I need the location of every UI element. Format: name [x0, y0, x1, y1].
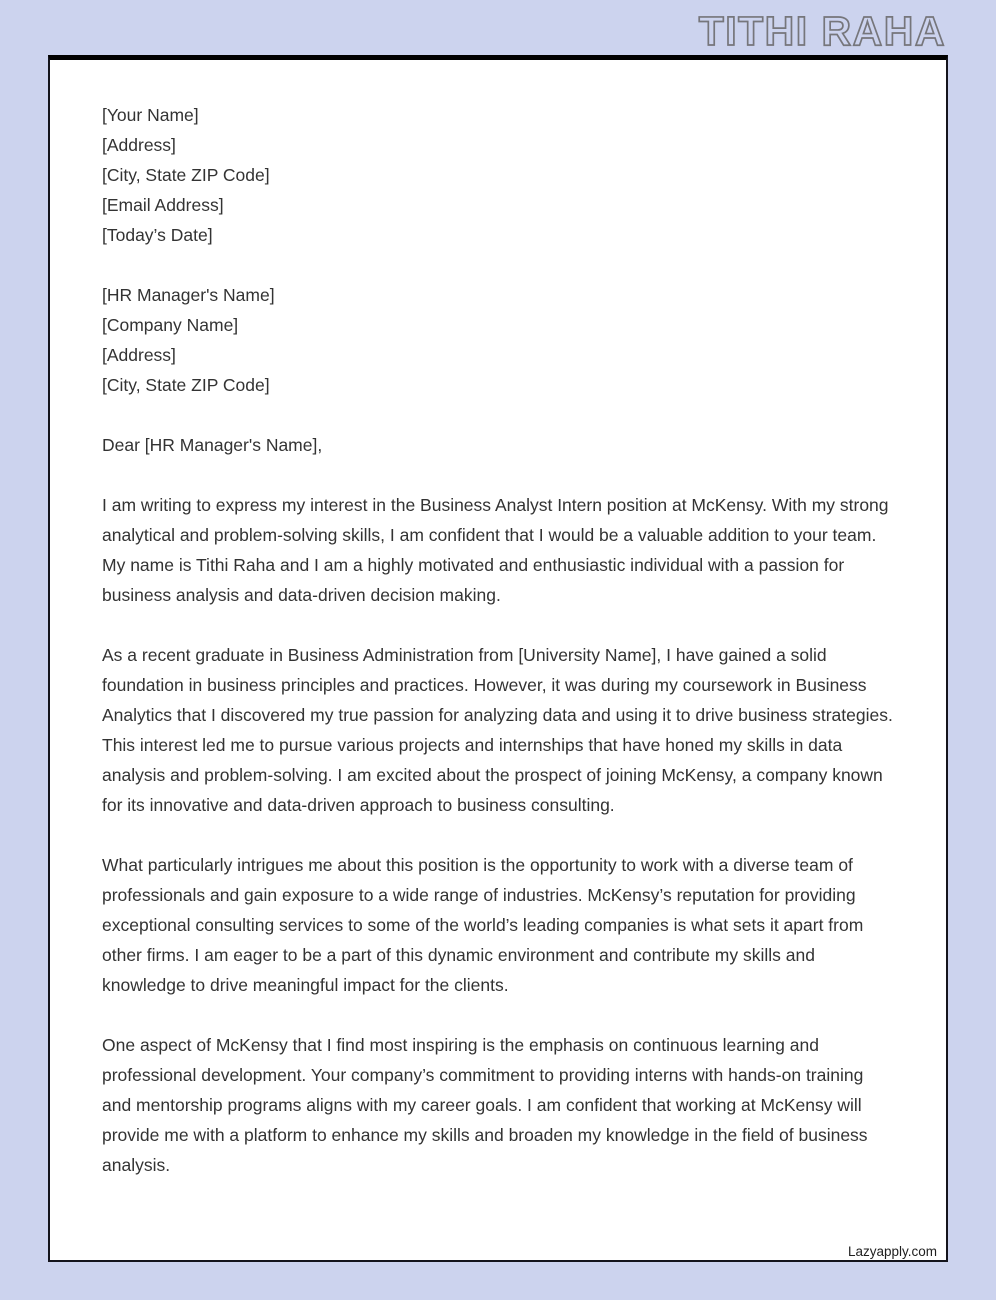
sender-email-line: [Email Address] — [102, 195, 224, 215]
recipient-address-block — [102, 280, 894, 400]
recipient-address-line: [Address] — [102, 345, 176, 365]
brand-title: TITHI RAHA — [698, 8, 946, 54]
paragraph-intro: I am writing to express my interest in the Business Analyst Intern position at McKensy. With my strong analytical and problem-solving skills, I am confident that I would be a valuable addition to your team. My name is Tithi Raha and I am a highly motivated and enthusiastic individual with a passion for business analysis and data-driven decision making. — [102, 495, 889, 605]
paragraph-motivation: What particularly intrigues me about this position is the opportunity to work with a diverse team of professionals and gain exposure to a wide range of industries. McKensy’s reputation for providing exceptional consulting services to some of the world’s leading companies is what sets it apart from other firms. I am eager to be a part of this dynamic environment and contribute my skills and knowledge to drive meaningful impact for the clients. — [102, 855, 864, 995]
recipient-name-line: [HR Manager's Name] — [102, 285, 275, 305]
sender-name-line: [Your Name] — [102, 105, 199, 125]
sender-address-block — [102, 100, 894, 250]
recipient-company-line: [Company Name] — [102, 315, 239, 335]
sender-city-line: [City, State ZIP Code] — [102, 165, 270, 185]
salutation: Dear [HR Manager's Name], — [102, 435, 323, 455]
letter-page — [48, 55, 948, 1262]
letter-body — [50, 60, 946, 1180]
recipient-city-line: [City, State ZIP Code] — [102, 375, 270, 395]
sender-date-line: [Today’s Date] — [102, 225, 213, 245]
paragraph-growth: One aspect of McKensy that I find most inspiring is the emphasis on continuous learning and professional development. Your company’s commitment to providing interns with hands-on training and mentorship programs aligns with my career goals. I am confident that working at McKensy will provide me with a platform to enhance my skills and broaden my knowledge in the field of business analysis. — [102, 1035, 868, 1175]
paragraph-background: As a recent graduate in Business Administration from [University Name], I have gained a solid foundation in business principles and practices. However, it was during my coursework in Business Analytics that I discovered my true passion for analyzing data and using it to drive business strategies. This interest led me to pursue various projects and internships that have honed my skills in data analysis and problem-solving. I am excited about the prospect of joining McKensy, a company known for its innovative and data-driven approach to business consulting. — [102, 645, 893, 815]
sender-address-line: [Address] — [102, 135, 176, 155]
watermark-text: Lazyapply.com — [844, 1244, 937, 1259]
